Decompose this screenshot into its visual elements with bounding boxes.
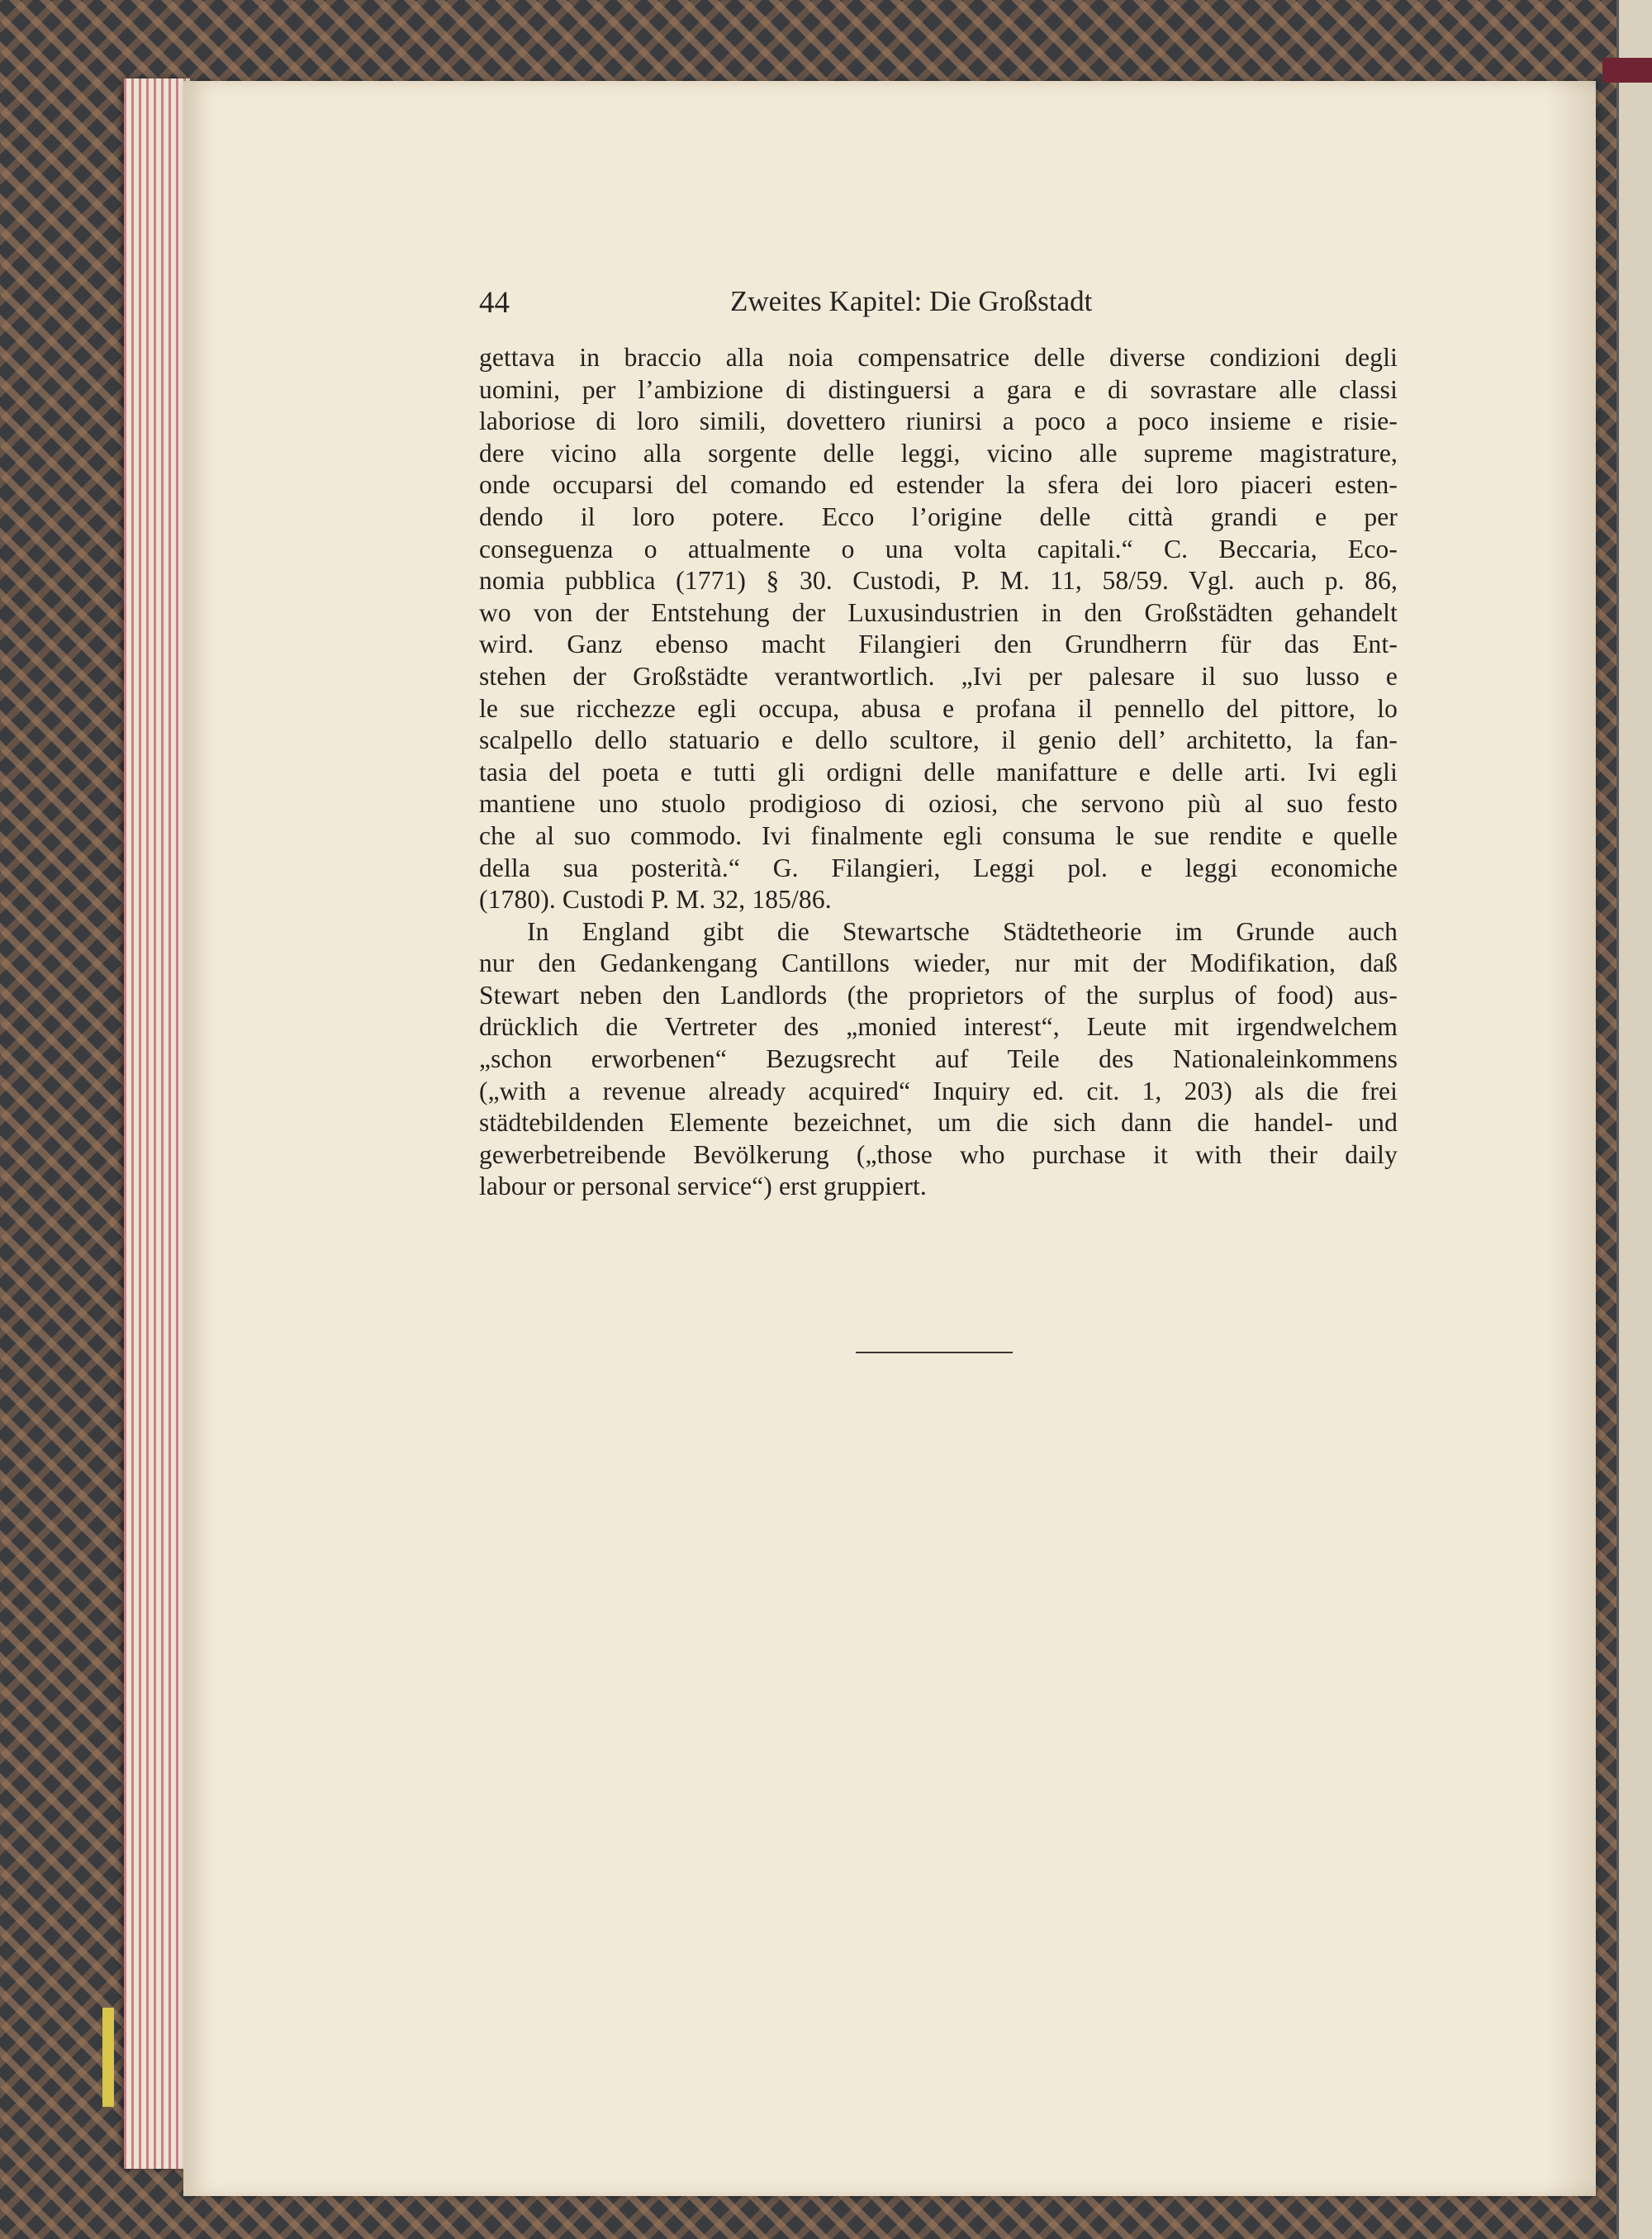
page-stack-edges — [124, 78, 190, 2169]
text-line: labour or personal service“) erst gruppiert. — [479, 1172, 927, 1201]
text-line: tasia del poeta e tutti gli ordigni delle manifatture e delle arti. Ivi egli — [479, 757, 1398, 787]
running-title: Zweites Kapitel: Die Großstadt — [730, 285, 1093, 317]
text-line: uomini, per l’ambizione di distinguersi a gara e di sovrastare alle classi — [479, 374, 1398, 404]
section-end-rule — [856, 1352, 1013, 1353]
text-line: (1780). Custodi P. M. 32, 185/86. — [479, 885, 832, 915]
text-line: („with a revenue already acquired“ Inquiry ed. cit. 1, 203) als die frei — [479, 1076, 1398, 1105]
text-line: gewerbetreibende Bevölkerung („those who purchase it with their daily — [479, 1139, 1398, 1169]
text-line: laboriose di loro simili, dovettero riunirsi a poco a poco insieme e risie- — [479, 406, 1398, 436]
text-line: In England gibt die Stewartsche Städtetheorie im Grunde auch — [527, 916, 1398, 946]
spine-marker — [102, 2008, 114, 2107]
text-line: wird. Ganz ebenso macht Filangieri den Grundherrn für das Ent- — [479, 630, 1398, 659]
text-line: dendo il loro potere. Ecco l’origine delle città grandi e per — [479, 502, 1398, 531]
headband — [1602, 58, 1652, 83]
text-line: scalpello dello statuario e dello scultore, il genio dell’ architetto, la fan- — [479, 725, 1398, 755]
text-line: drücklich die Vertreter des „monied interest“, Leute mit irgendwelchem — [479, 1012, 1398, 1042]
text-line: conseguenza o attualmente o una volta capitali.“ C. Beccaria, Eco- — [479, 534, 1398, 563]
text-line: gettava in braccio alla noia compensatrice delle diverse condizioni degli — [479, 343, 1398, 372]
text-line: le sue ricchezze egli occupa, abusa e profana il pennello del pittore, lo — [479, 693, 1398, 723]
running-head — [479, 285, 1396, 325]
text-line: onde occuparsi del comando ed estender la sfera dei loro piaceri esten- — [479, 470, 1398, 500]
page-number: 44 — [479, 286, 510, 320]
text-line: wo von der Entstehung der Luxusindustrien in den Großstädten gehandelt — [479, 597, 1398, 627]
text-line: „schon erworbenen“ Bezugsrecht auf Teile des Nationaleinkommens — [479, 1044, 1398, 1074]
text-line: städtebildenden Elemente bezeichnet, um die sich dann die handel- und — [479, 1108, 1398, 1138]
text-line: nur den Gedankengang Cantillons wieder, nur mit der Modifikation, daß — [479, 948, 1398, 978]
text-line: della sua posterità.“ G. Filangieri, Leggi pol. e leggi economiche — [479, 853, 1398, 882]
text-line: nomia pubblica (1771) § 30. Custodi, P. M. 11, 58/59. Vgl. auch p. 86, — [479, 566, 1398, 596]
facing-page-edge — [1616, 0, 1652, 2239]
body-text — [479, 342, 1398, 1203]
text-line: Stewart neben den Landlords (the proprietors of the surplus of food) aus- — [479, 980, 1398, 1010]
text-line: che al suo commodo. Ivi finalmente egli consuma le sue rendite e quelle — [479, 820, 1398, 850]
text-line: dere vicino alla sorgente delle leggi, vicino alle supreme magistrature, — [479, 438, 1398, 468]
text-line: mantiene uno stuolo prodigioso di oziosi, che servono più al suo festo — [479, 789, 1398, 819]
text-line: stehen der Großstädte verantwortlich. „Ivi per palesare il suo lusso e — [479, 661, 1398, 691]
